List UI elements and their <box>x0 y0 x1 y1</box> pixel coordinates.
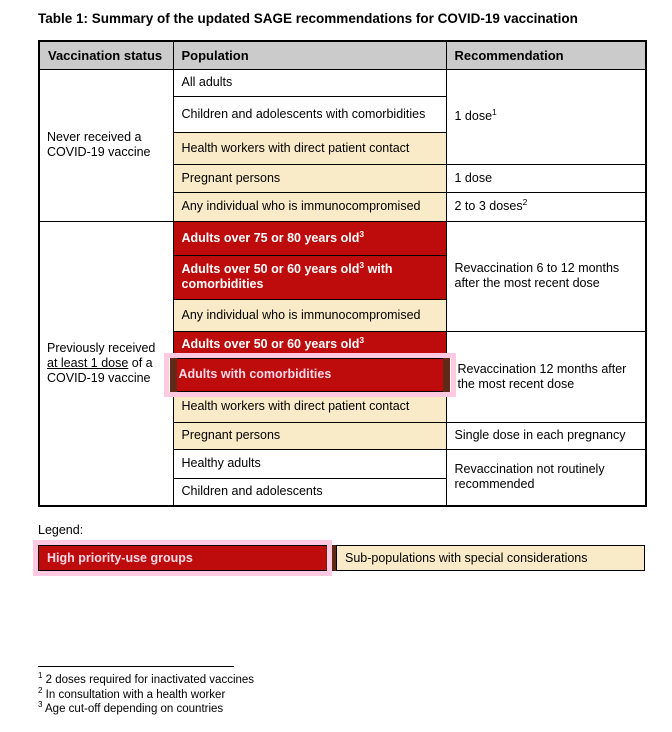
population-cell-high-priority: Adults over 50 or 60 years old$^3$ with comorbidities <box>173 255 446 299</box>
recommendation-cell: Revaccination not routinely recommended <box>446 449 646 506</box>
underlined-phrase: at least 1 dose <box>47 355 129 370</box>
population-cell: Any individual who is immunocompromised <box>173 192 446 221</box>
recommendation-cell: Single dose in each pregnancy <box>446 422 646 449</box>
recommendation-cell: Revaccination 12 months after the most recent dose <box>446 331 646 422</box>
recommendation-cell: 2 to 3 doses$^2$ <box>446 192 646 221</box>
header-population: Population <box>173 41 446 69</box>
footnote-1: $^1$ 2 doses required for inactivated vaccines <box>38 671 255 686</box>
population-cell: Health workers with direct patient contact <box>173 132 446 164</box>
population-cell: Pregnant persons <box>173 164 446 192</box>
population-cell: Children and adolescents <box>173 478 446 506</box>
population-cell-high-priority: Adults over 75 or 80 years old$^3$ <box>173 221 446 255</box>
legend-label: Legend: <box>38 523 84 537</box>
header-recommendation: Recommendation <box>446 41 646 69</box>
status-cell-previously-received: Previously received at least 1 dose of a COVID-19 vaccine <box>39 221 173 506</box>
table-header-row <box>39 41 646 69</box>
status-cell-never-received: Never received a COVID-19 vaccine <box>39 69 173 221</box>
legend-special-considerations-chip: Sub-populations with special considerations <box>336 545 645 571</box>
legend-bar <box>38 545 645 571</box>
footnote-divider <box>38 666 234 667</box>
legend-high-priority-chip: High priority-use groups <box>38 545 336 571</box>
table-row <box>39 69 646 96</box>
footnotes <box>38 666 672 717</box>
population-cell: Pregnant persons <box>173 422 446 449</box>
population-cell-high-priority: Adults over 50 or 60 years old$^3$ <box>173 331 446 358</box>
population-cell: Health workers with direct patient contact <box>173 391 446 422</box>
summary-table <box>38 40 647 507</box>
population-cell: All adults <box>173 69 446 96</box>
footnote-3: $^3$ Age cut-off depending on countries <box>38 700 224 715</box>
page-title: Table 1: Summary of the updated SAGE recommendations for COVID-19 vaccination <box>38 11 578 26</box>
population-cell: Children and adolescents with comorbidities <box>173 96 446 132</box>
recommendation-cell: 1 dose <box>446 164 646 192</box>
header-vaccination-status: Vaccination status <box>39 41 173 69</box>
population-cell: Healthy adults <box>173 449 446 478</box>
population-cell-highlighted: Adults with comorbidities <box>173 358 446 391</box>
recommendation-cell: 1 dose$^1$ <box>446 69 646 164</box>
recommendation-cell: Revaccination 6 to 12 months after the most recent dose <box>446 221 646 331</box>
table-row <box>39 221 646 255</box>
population-cell: Any individual who is immunocompromised <box>173 299 446 331</box>
footnote-2: $^2$ In consultation with a health worker <box>38 685 226 701</box>
